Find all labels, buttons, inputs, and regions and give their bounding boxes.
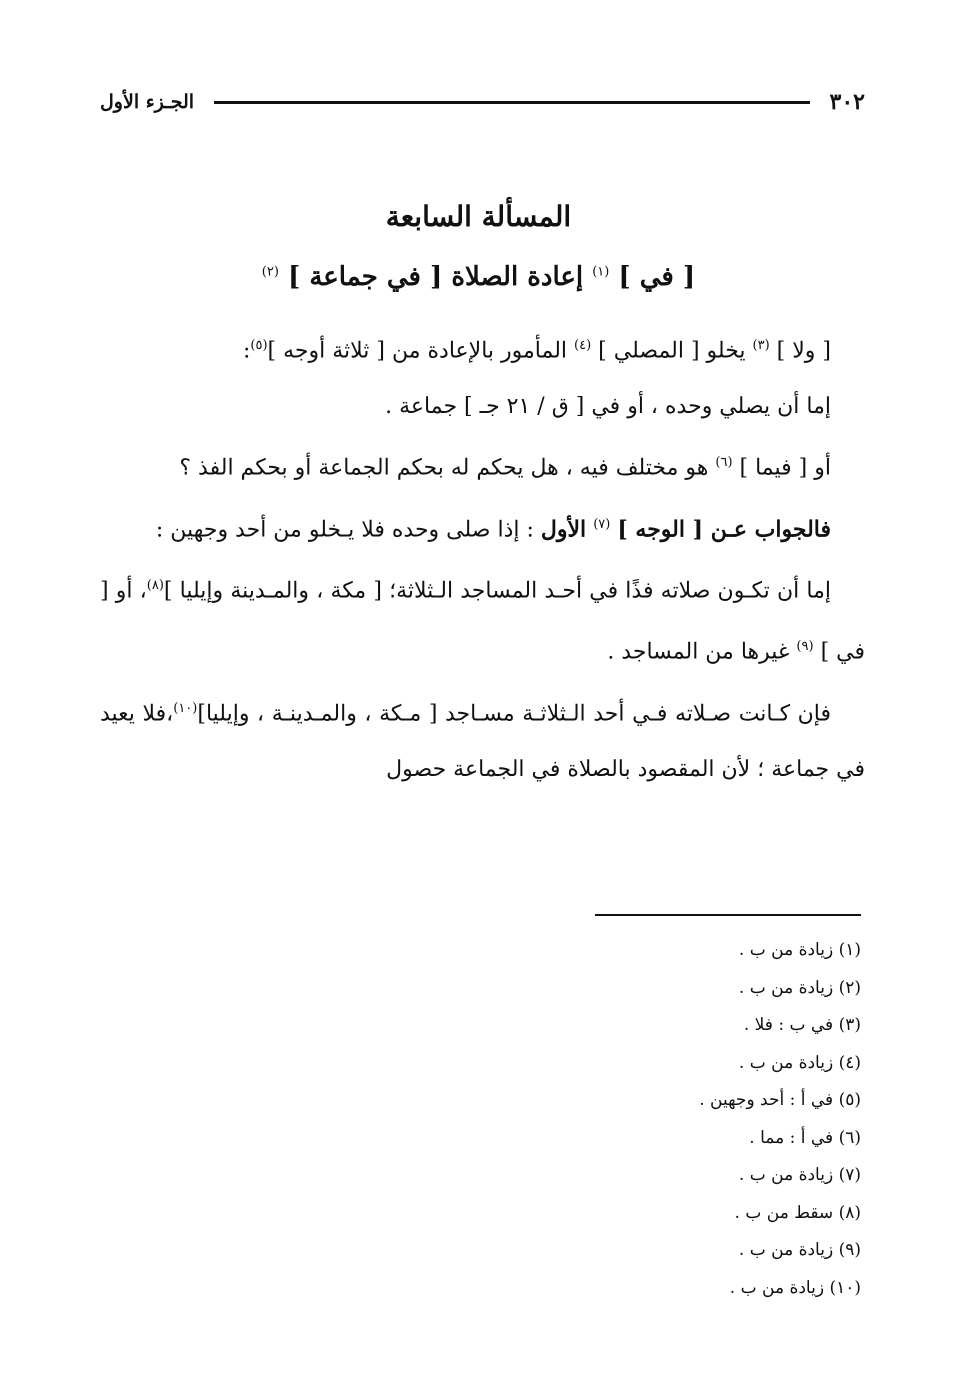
footnote-ref-5: (٥) bbox=[250, 338, 268, 353]
footnotes bbox=[441, 932, 861, 1307]
footnote-ref-8: (٨) bbox=[146, 577, 164, 593]
footnote: (٢) زيادة من ب . bbox=[738, 977, 861, 998]
footnote: (١) زيادة من ب . bbox=[738, 940, 861, 960]
footnote-ref-4: (٤) bbox=[574, 338, 592, 353]
p3-text-a: أو [ فيما ] bbox=[739, 455, 831, 481]
footnote-ref-2: (٢) bbox=[261, 264, 279, 280]
p6-text-b: ،فلا يعيد في جماعة ؛ لأن المقصود بالصلاة في الجماعة حصول bbox=[100, 700, 865, 782]
p4-text-c: : إذا صلى وحده فلا يـخلو من أحد وجهين : bbox=[155, 516, 534, 542]
volume-label: الجـزء الأول bbox=[100, 91, 195, 113]
section-title: المسألة السابعة bbox=[385, 200, 572, 233]
footnote: (٩) زيادة من ب . bbox=[738, 1240, 861, 1260]
p1-text-c: المأمور بالإعادة من [ ثلاثة أوجه ] bbox=[267, 338, 568, 364]
header-rule bbox=[214, 101, 810, 104]
p5-text-b: ، أو [ في ] bbox=[100, 578, 865, 665]
p5-text-c: غيرها من المساجد . bbox=[607, 639, 790, 665]
footnote: (٧) زيادة من ب . bbox=[738, 1165, 861, 1185]
footnote-ref-10: (١٠) bbox=[173, 700, 198, 716]
paragraph-6 bbox=[100, 681, 865, 798]
paragraph-3 bbox=[100, 435, 865, 496]
p4-bold-a: فالجواب عـن [ الوجه ] bbox=[617, 515, 831, 542]
subtitle-part-1: [ في ] bbox=[618, 262, 696, 292]
footnote: (٤) زيادة من ب . bbox=[738, 1052, 861, 1073]
footnote-ref-6: (٦) bbox=[715, 455, 733, 471]
p3-text-b: هو مختلف فيه ، هل يحكم له بحكم الجماعة أو بحكم الفذ ؟ bbox=[179, 455, 709, 481]
running-header bbox=[100, 84, 865, 120]
footnote-separator bbox=[595, 914, 861, 916]
paragraph-1 bbox=[100, 318, 865, 379]
footnote: (٦) في أ : مما . bbox=[749, 1127, 861, 1148]
footnote-ref-1: (١) bbox=[592, 264, 610, 280]
footnote: (٣) في ب : فلا . bbox=[743, 1015, 861, 1035]
p6-text-a: فإن كـانت صـلاته فـي أحد الـثلاثـة مسـاجد [ مـكة ، والمـدينـة ، وإيليا] bbox=[197, 700, 831, 726]
p5-text-a: إما أن تكـون صلاته فذًا في أحـد المساجد الـثلاثة؛ [ مكة ، والمـدينة وإيليا ] bbox=[163, 578, 832, 604]
main-text bbox=[100, 318, 865, 798]
section-subtitle bbox=[100, 262, 857, 292]
footnote-ref-7: (٧) bbox=[593, 516, 611, 532]
footnote: (٥) في أ : أحد وجهين . bbox=[699, 1090, 861, 1110]
footnote: (١٠) زيادة من ب . bbox=[729, 1277, 861, 1298]
paragraph-4 bbox=[100, 497, 865, 558]
p1-text-d: : bbox=[242, 338, 251, 364]
p1-text-b: يخلو [ المصلي ] bbox=[598, 338, 746, 364]
subtitle-part-2: إعادة الصلاة [ في جماعة ] bbox=[287, 262, 584, 292]
p4-bold-b: الأول bbox=[540, 515, 587, 542]
footnote: (٨) سقط من ب . bbox=[734, 1202, 861, 1223]
page-number: ٣٠٢ bbox=[829, 89, 865, 115]
p1-text-a: [ ولا ] bbox=[776, 338, 831, 364]
paragraph-2: إما أن يصلي وحده ، أو في [ ق / ٢١ جـ ] جماعة . bbox=[385, 394, 831, 420]
footnote-ref-9: (٩) bbox=[796, 639, 814, 655]
footnote-ref-3: (٣) bbox=[752, 338, 770, 353]
paragraph-5 bbox=[100, 558, 865, 681]
